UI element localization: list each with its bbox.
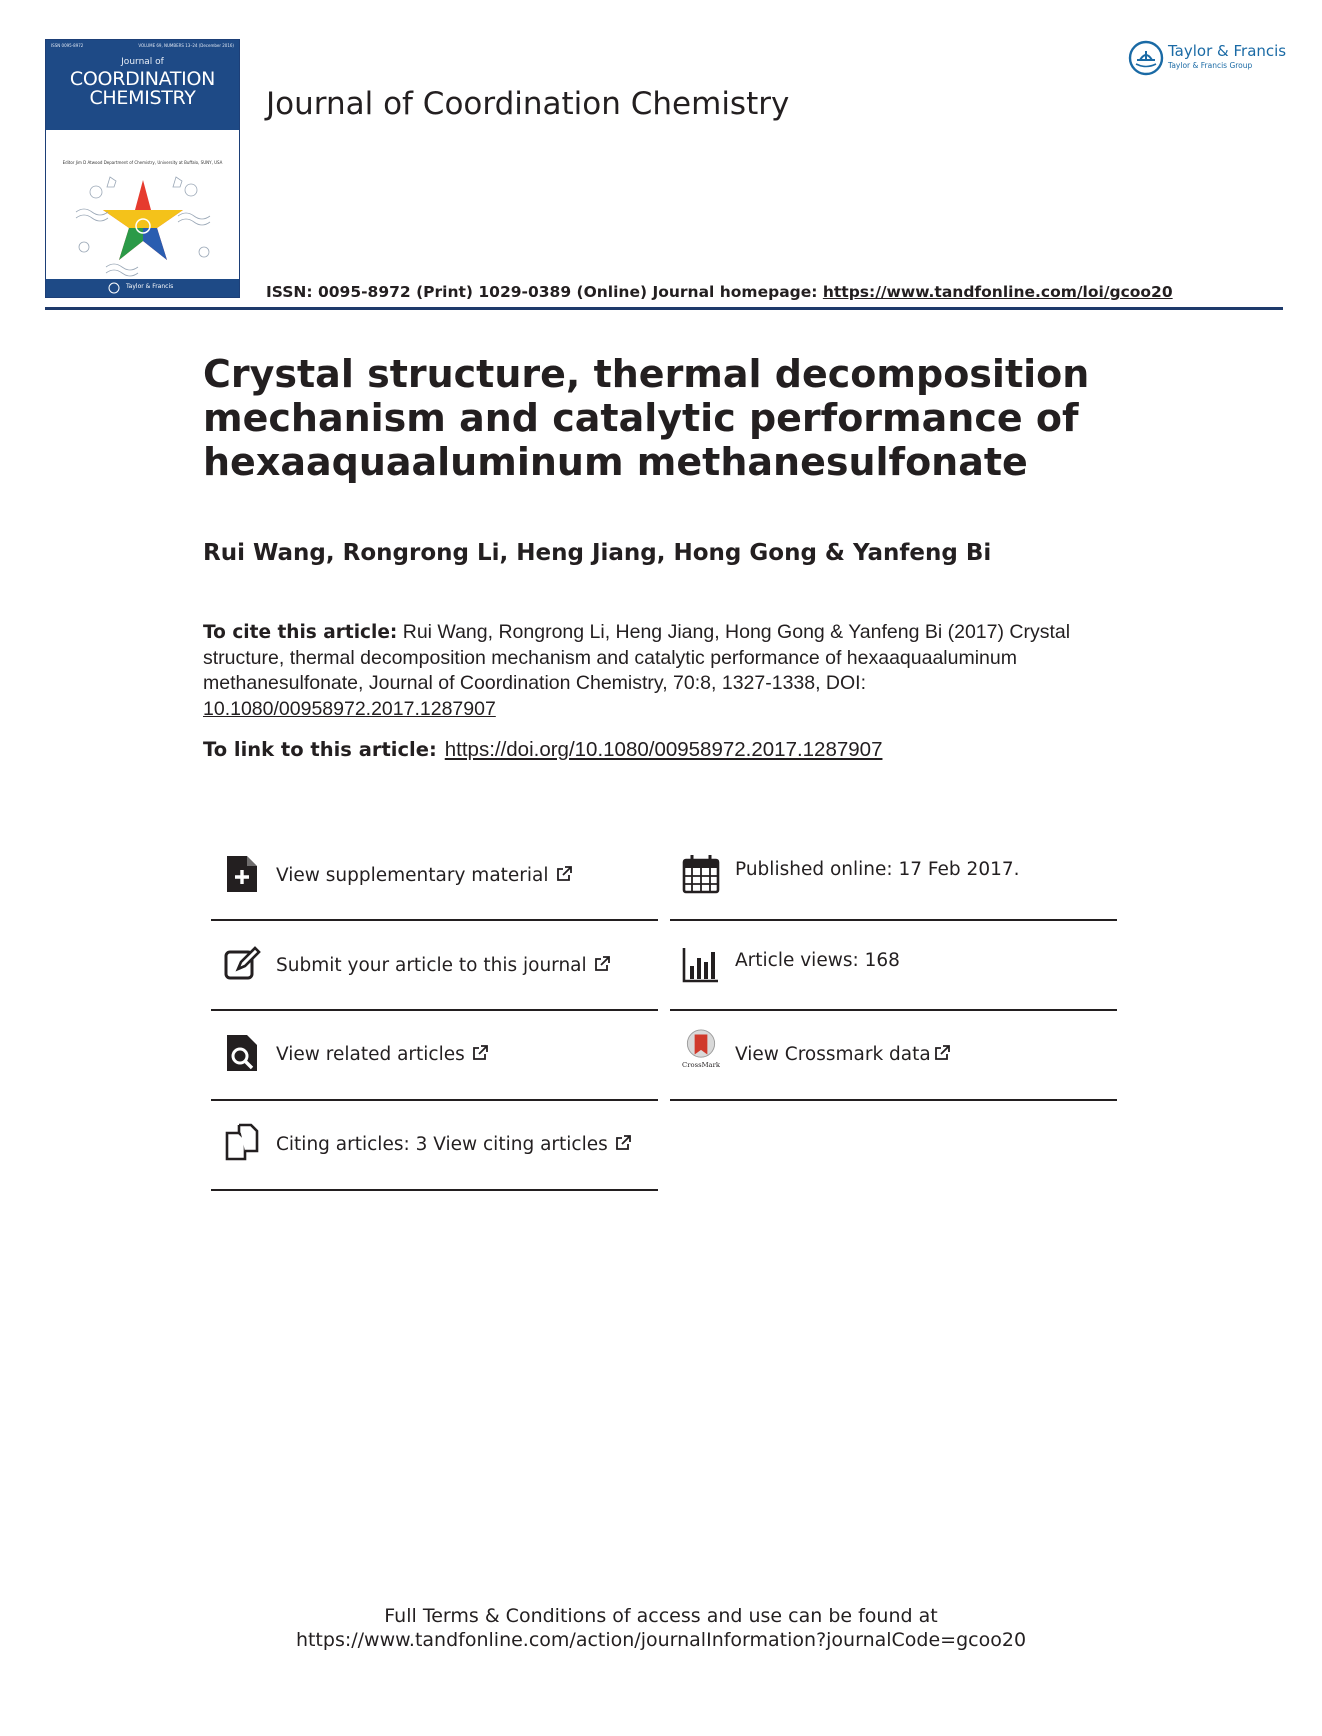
bar-chart-icon [682, 944, 720, 984]
cite-text: Rui Wang, Rongrong Li, Heng Jiang, Hong Gong & Yanfeng Bi (2017) Crystal structure, thermal decomposition mechanism and catalytic performance of hexaaquaaluminum methanesulfonate, Journal of Coordination Chemistry, 70:8, 1327-1338, DOI: [203, 621, 1071, 694]
external-link-icon [555, 865, 573, 883]
external-link-icon [593, 955, 611, 973]
cover-band [46, 40, 239, 130]
citing-label: Citing articles: 3 View citing articles [276, 1134, 608, 1155]
terms-line: Full Terms & Conditions of access and use can be found at [384, 1605, 938, 1627]
journal-title[interactable]: Journal of Coordination Chemistry [266, 86, 790, 122]
crossmark-link[interactable] [670, 1011, 1118, 1099]
terms-url[interactable]: https://www.tandfonline.com/action/journalInformation?journalCode=gcoo20 [295, 1629, 1027, 1651]
crossmark-icon [682, 1029, 720, 1069]
calendar-icon [682, 854, 720, 894]
cite-doi-link[interactable]: 10.1080/00958972.2017.1287907 [203, 697, 496, 720]
cover-top-line [51, 43, 234, 48]
search-document-icon [223, 1033, 261, 1073]
copy-documents-icon [223, 1123, 261, 1163]
cover-title-line1: COORDINATION [69, 68, 216, 90]
citation-block [203, 620, 1133, 722]
submit-label: Submit your article to this journal [276, 955, 587, 976]
views-label: Article views: 168 [735, 950, 900, 971]
related-label: View related articles [276, 1044, 465, 1065]
external-link-icon [614, 1134, 632, 1152]
article-authors: Rui Wang, Rongrong Li, Heng Jiang, Hong Gong & Yanfeng Bi [203, 540, 992, 566]
header-divider [45, 307, 1283, 310]
cover-title-line2: CHEMISTRY [89, 87, 196, 109]
published-label: Published online: 17 Feb 2017. [735, 859, 1020, 880]
journal-cover[interactable] [45, 39, 240, 298]
external-link-icon [471, 1044, 489, 1062]
cover-issn: ISSN 0095-8972 [51, 43, 84, 48]
divider [670, 1099, 1117, 1101]
publisher-group: Taylor & Francis Group [1168, 61, 1253, 70]
divider [211, 1189, 658, 1191]
submit-article-link[interactable] [211, 922, 659, 1010]
article-doi-link[interactable]: https://doi.org/10.1080/00958972.2017.1287907 [444, 738, 883, 761]
divider [670, 919, 1117, 921]
publisher-name: Taylor & Francis [1168, 42, 1287, 60]
cover-star-artwork [66, 172, 221, 280]
add-file-icon [223, 854, 261, 894]
issn-line [266, 283, 1173, 301]
cite-label: To cite this article: [203, 622, 398, 643]
taylor-francis-logo-icon [1128, 40, 1164, 76]
external-link-icon [933, 1044, 951, 1062]
related-articles-link[interactable] [211, 1011, 659, 1099]
crossmark-label: View Crossmark data [735, 1044, 931, 1065]
divider [211, 919, 658, 921]
supplementary-label: View supplementary material [276, 865, 549, 886]
edit-icon [223, 944, 261, 984]
cover-journal-of: Journal of [121, 57, 164, 67]
published-online-info [670, 832, 1118, 920]
issn-text: ISSN: 0095-8972 (Print) 1029-0389 (Online) Journal homepage: [266, 283, 823, 301]
publisher-logo[interactable] [1128, 40, 1288, 78]
crossmark-logo-text: CrossMark [682, 1061, 720, 1069]
cover-volume: VOLUME 69, NUMBERS 13–24 (December 2016) [138, 43, 234, 48]
cover-editor: Editor Jim D Atwood Department of Chemistry, University at Buffalo, SUNY, USA [62, 160, 223, 165]
tf-small-logo-icon [108, 282, 120, 294]
article-link-row [203, 738, 882, 762]
supplementary-material-link[interactable] [211, 832, 659, 920]
journal-homepage-link[interactable]: https://www.tandfonline.com/loi/gcoo20 [822, 283, 1173, 301]
link-label: To link to this article: [203, 738, 437, 761]
article-title: Crystal structure, thermal decomposition mechanism and catalytic performance of hexaaquaaluminum methanesulfonate [203, 352, 1090, 484]
cover-publisher: Taylor & Francis [126, 283, 174, 290]
article-views-info [670, 922, 1118, 1010]
cover-footer [46, 279, 239, 297]
citing-articles-link[interactable] [211, 1101, 659, 1189]
terms-footer [0, 1604, 1322, 1652]
